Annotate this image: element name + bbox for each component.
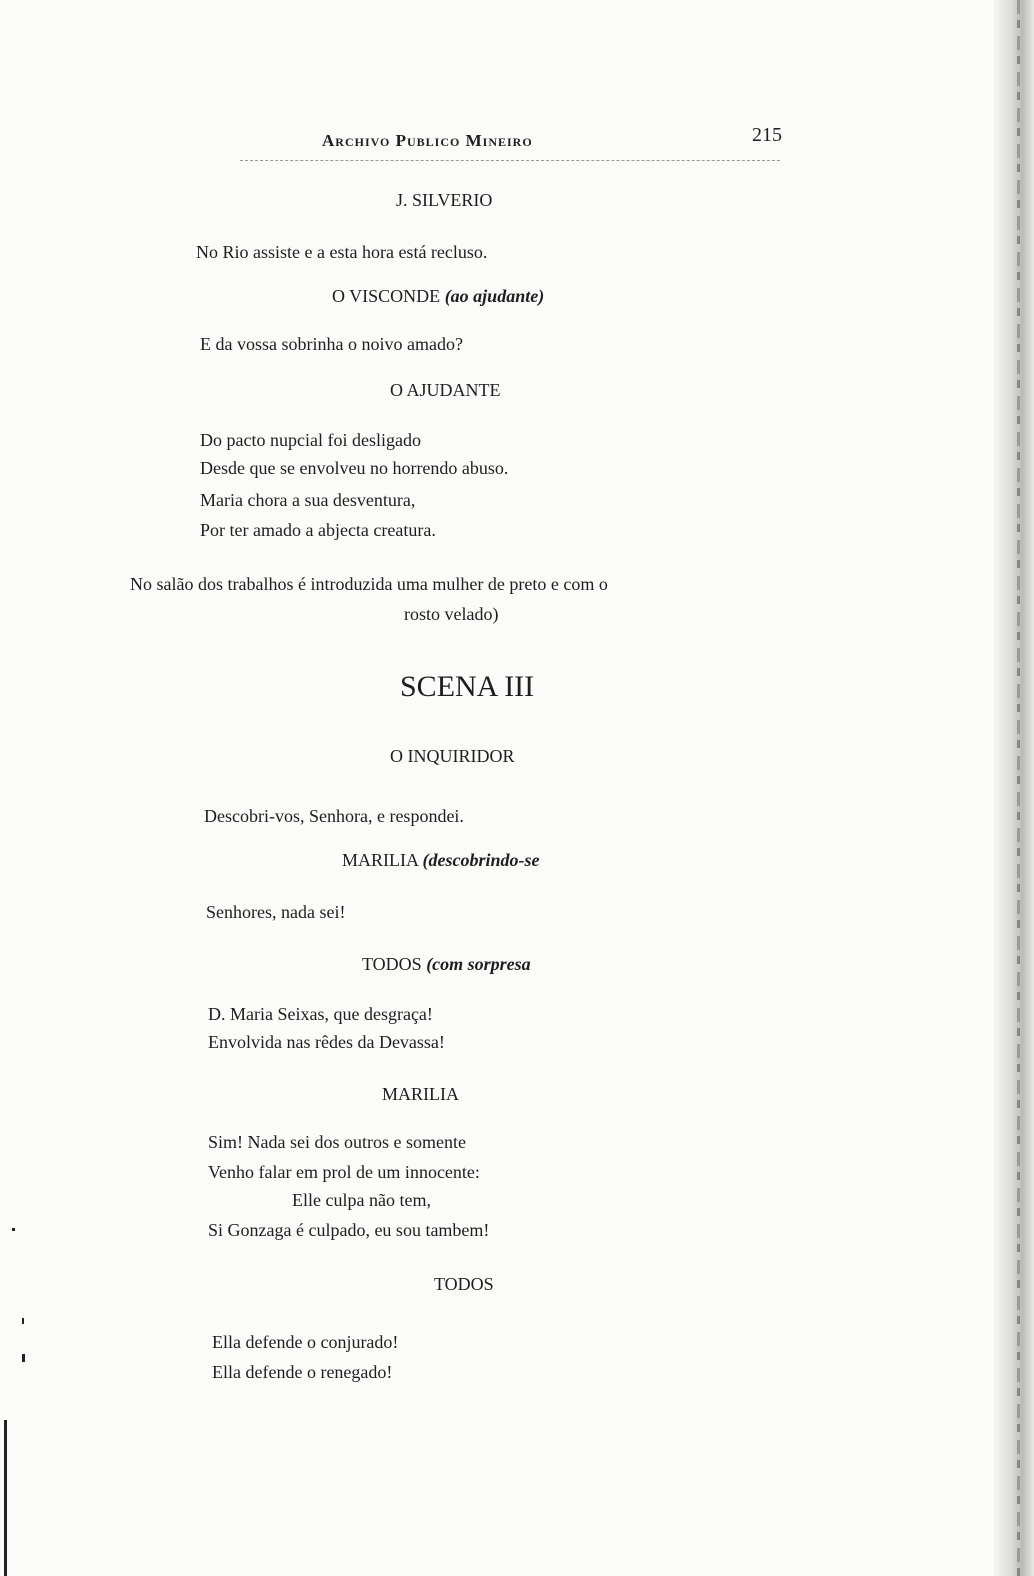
page-number: 215: [752, 124, 782, 146]
scan-speck: [22, 1318, 24, 1324]
scan-edge-line: [1017, 0, 1020, 1576]
header-rule: [240, 160, 780, 161]
stage-direction: (ao ajudante): [444, 286, 545, 306]
verse-line: Por ter amado a abjecta creatura.: [200, 520, 436, 540]
scan-edge: [994, 0, 1034, 1576]
verse-line: Elle culpa não tem,: [292, 1190, 431, 1210]
scan-binding-mark: [4, 1420, 7, 1576]
verse-line: No Rio assiste e a esta hora está recluso.: [196, 242, 488, 262]
speaker-name: [362, 954, 531, 975]
stage-direction: (descobrindo-se: [422, 850, 540, 870]
verse-line: Senhores, nada sei!: [206, 902, 346, 922]
speaker-name: [342, 850, 539, 871]
scene-title: SCENA III: [400, 670, 535, 703]
verse-line: Si Gonzaga é culpado, eu sou tambem!: [208, 1220, 490, 1240]
speaker-name-text: TODOS: [362, 954, 422, 974]
speaker-name: MARILIA: [382, 1084, 459, 1104]
verse-line: E da vossa sobrinha o noivo amado?: [200, 334, 463, 354]
speaker-name: J. SILVERIO: [396, 190, 493, 210]
speaker-name-text: O VISCONDE: [332, 286, 441, 306]
verse-line: Maria chora a sua desventura,: [200, 490, 416, 510]
verse-line: Desde que se envolveu no horrendo abuso.: [200, 458, 509, 478]
verse-line: Ella defende o conjurado!: [212, 1332, 399, 1352]
speaker-name: TODOS: [434, 1274, 494, 1294]
scan-speck: [12, 1228, 15, 1231]
speaker-name: O INQUIRIDOR: [390, 746, 515, 766]
scan-speck: [22, 1354, 25, 1362]
verse-line: D. Maria Seixas, que desgraça!: [208, 1004, 433, 1024]
speaker-name: O AJUDANTE: [390, 380, 501, 400]
stage-direction: (com sorpresa: [426, 954, 531, 974]
stage-direction: rosto velado): [404, 604, 499, 624]
speaker-name: [332, 286, 544, 307]
verse-line: Ella defende o renegado!: [212, 1362, 393, 1382]
verse-line: Sim! Nada sei dos outros e somente: [208, 1132, 466, 1152]
verse-line: Do pacto nupcial foi desligado: [200, 430, 421, 450]
stage-direction: No salão dos trabalhos é introduzida uma mulher de preto e com o: [130, 574, 608, 594]
running-header: Archivo Publico Mineiro: [322, 131, 533, 150]
verse-line: Venho falar em prol de um innocente:: [208, 1162, 480, 1182]
verse-line: Descobri-vos, Senhora, e respondei.: [204, 806, 464, 826]
verse-line: Envolvida nas rêdes da Devassa!: [208, 1032, 445, 1052]
speaker-name-text: MARILIA: [342, 850, 418, 870]
